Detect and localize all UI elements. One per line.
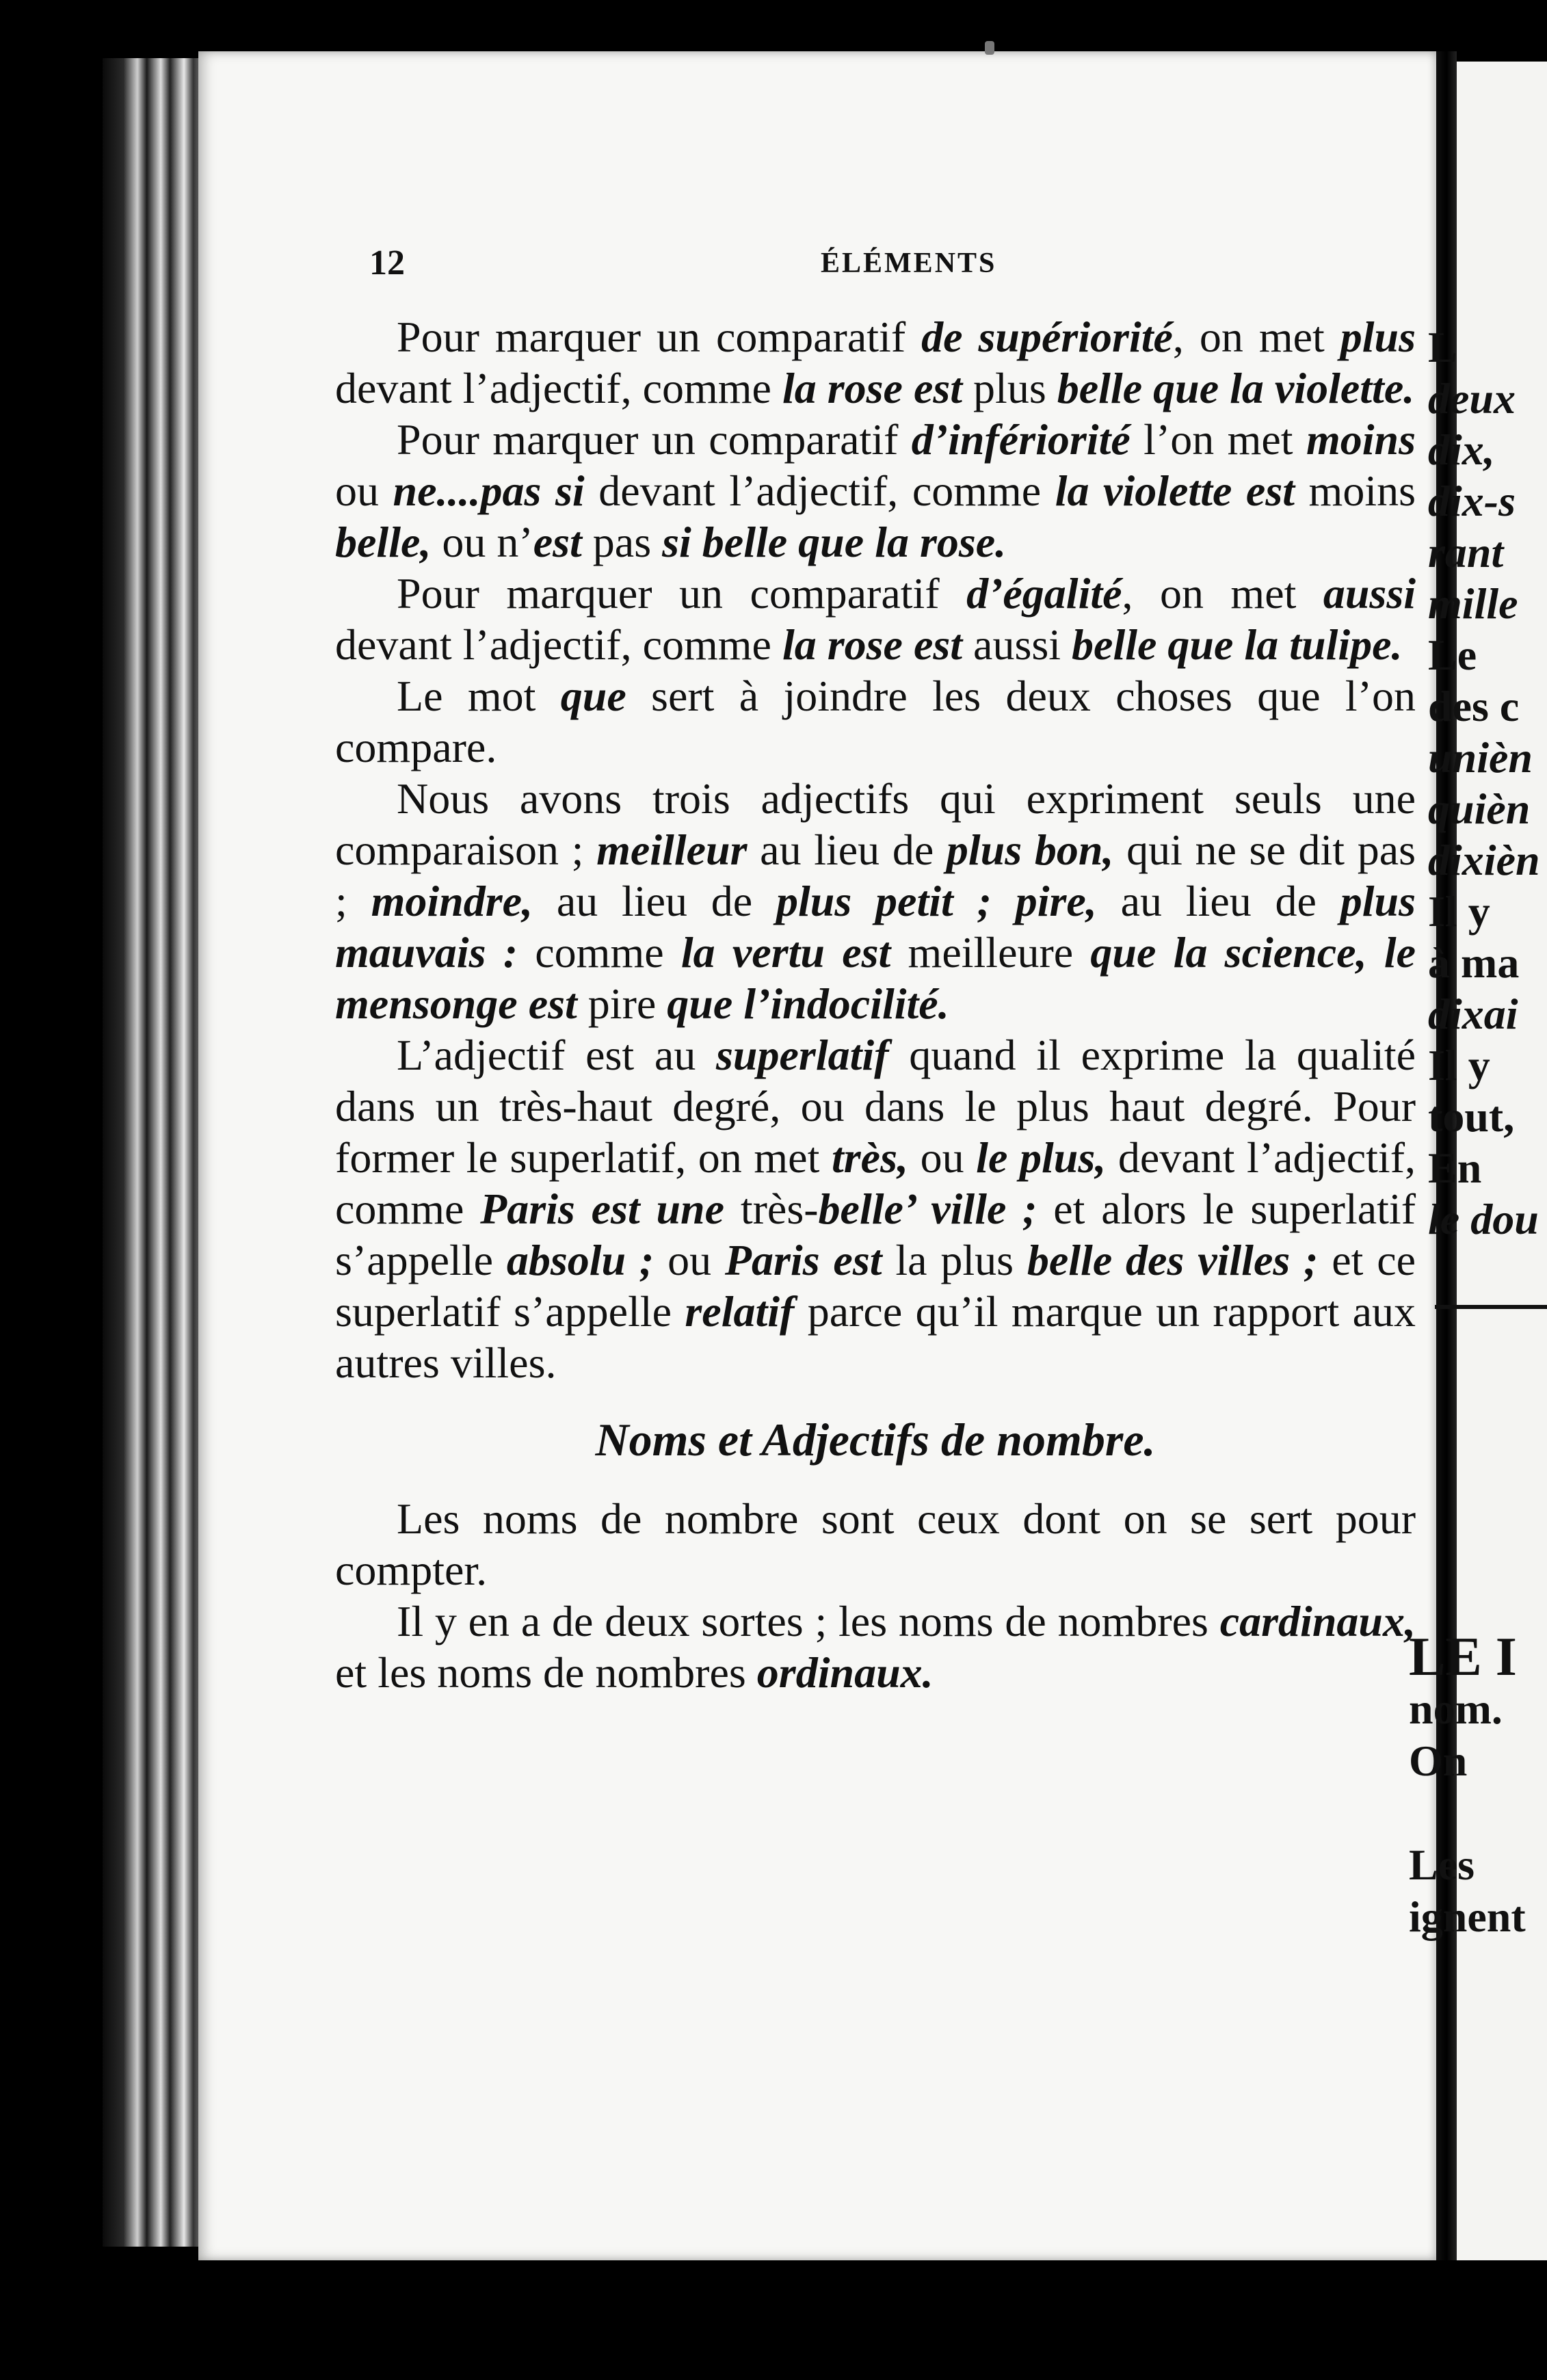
text-run: Les noms de nombre sont ceux dont on se sert pour compter.: [335, 1494, 1416, 1594]
text-run: pire: [577, 979, 667, 1028]
emphasis-text: la vertu est: [680, 928, 891, 977]
right-page-line: L: [1428, 323, 1457, 371]
right-page-line: ignent: [1409, 1892, 1526, 1941]
text-run: Il y en a de deux sortes ; les noms de nombres: [397, 1597, 1220, 1645]
emphasis-text: que l’indocilité.: [667, 979, 949, 1028]
right-page-line: le dou: [1428, 1195, 1539, 1243]
emphasis-text: belle’ ville ;: [818, 1185, 1037, 1233]
text-run: plus: [962, 364, 1057, 412]
right-page-line: des c: [1428, 682, 1520, 730]
emphasis-text: ordinaux.: [756, 1648, 934, 1697]
text-run: très-: [724, 1185, 819, 1233]
right-page-line: dix,: [1428, 425, 1495, 474]
text-run: Pour marquer un comparatif: [397, 569, 967, 618]
text-run: au lieu de: [1096, 877, 1340, 925]
text-run: l’on met: [1130, 415, 1306, 464]
emphasis-text: meilleur: [596, 825, 748, 874]
emphasis-text: moins: [1306, 415, 1416, 464]
text-run: moins: [1295, 466, 1416, 515]
emphasis-text: absolu ;: [506, 1236, 654, 1284]
emphasis-text: cardinaux,: [1219, 1597, 1416, 1645]
paragraph: [335, 568, 1416, 670]
text-run: devant l’adjectif, comme: [584, 466, 1055, 515]
emphasis-text: Noms et Adjectifs de nombre.: [595, 1414, 1156, 1466]
text-run: qui ne se dit pas ;: [335, 825, 1416, 925]
emphasis-text: la rose est: [782, 620, 963, 669]
emphasis-text: belle que la tulipe.: [1072, 620, 1403, 669]
right-page-line: Les: [1409, 1840, 1475, 1889]
emphasis-text: plus mauvais :: [335, 877, 1416, 977]
text-run: devant l’adjectif, comme: [335, 364, 782, 412]
emphasis-text: le plus,: [976, 1133, 1107, 1182]
paragraph: [335, 773, 1416, 1029]
text-run: sert à joindre les deux choses que l’on compare.: [335, 672, 1416, 771]
emphasis-text: plus petit ; pire,: [776, 877, 1097, 925]
emphasis-text: relatif: [685, 1287, 795, 1336]
right-page-rule: [1435, 1305, 1547, 1309]
right-page-line: Il y: [1428, 1041, 1490, 1089]
right-page-lower-text: [1409, 1627, 1547, 1943]
page-header: [369, 243, 1416, 284]
right-page-line: LE I: [1409, 1627, 1517, 1687]
right-page-line: Il y: [1428, 887, 1490, 936]
text-run: ou n’: [431, 518, 533, 566]
right-page-text: [1428, 321, 1547, 1245]
text-run: au lieu de: [747, 825, 947, 874]
right-page-line: rant: [1428, 528, 1504, 577]
right-page-line: mille: [1428, 579, 1518, 628]
emphasis-text: la violette est: [1055, 466, 1295, 515]
emphasis-text: d’égalité: [966, 569, 1122, 618]
emphasis-text: aussi: [1323, 569, 1416, 618]
right-page-line: Le: [1428, 631, 1477, 679]
right-page-line: On: [1409, 1736, 1468, 1785]
emphasis-text: que: [560, 672, 626, 720]
right-page-line: nom.: [1409, 1684, 1503, 1733]
text-run: devant l’adjectif, comme: [335, 1133, 1416, 1233]
text-run: et les noms de nombres: [335, 1648, 757, 1697]
page-number: 12: [369, 243, 405, 282]
text-run: et alors le superlatif s’appelle: [335, 1185, 1416, 1284]
emphasis-text: si belle que la rose.: [662, 518, 1007, 566]
text-run: Le mot: [397, 672, 561, 720]
emphasis-text: d’infériorité: [911, 415, 1130, 464]
right-page-line: dixièn: [1428, 836, 1540, 884]
emphasis-text: belle des villes ;: [1027, 1236, 1319, 1284]
emphasis-text: la rose est: [782, 364, 963, 412]
emphasis-text: ne....pas si: [393, 466, 585, 515]
right-page-line: à ma: [1428, 938, 1520, 987]
paragraph: [335, 1029, 1416, 1388]
right-page-line: [1409, 1787, 1547, 1839]
text-run: pas: [581, 518, 663, 566]
right-page-line: tout,: [1428, 1092, 1515, 1141]
text-run: Pour marquer un comparatif: [397, 313, 922, 361]
text-run: Nous avons trois adjectifs qui expriment seuls une comparaison ;: [335, 774, 1416, 874]
right-page-line: deux: [1428, 374, 1516, 423]
emphasis-text: que la science, le mensonge est: [335, 928, 1416, 1028]
emphasis-text: est: [533, 518, 582, 566]
text-run: la plus: [882, 1236, 1027, 1284]
right-page-line: unièn: [1428, 733, 1533, 782]
text-run: Pour marquer un comparatif: [397, 415, 912, 464]
text-run: devant l’adjectif, comme: [335, 620, 782, 669]
text-run: ou: [908, 1133, 977, 1182]
emphasis-text: plus: [1340, 313, 1416, 361]
text-run: quand il exprime la qualité dans un très-haut degré, ou dans le plus haut degré. Pour former le superlatif, on met: [335, 1031, 1416, 1182]
emphasis-text: belle que la violette.: [1057, 364, 1415, 412]
page-speck: [985, 41, 994, 55]
emphasis-text: plus bon,: [946, 825, 1114, 874]
running-title: ÉLÉMENTS: [821, 248, 997, 279]
text-run: , on met: [1172, 313, 1340, 361]
text-run: ou: [335, 466, 393, 515]
emphasis-text: moindre,: [371, 877, 533, 925]
paragraph: [335, 1493, 1416, 1596]
text-run: , on met: [1122, 569, 1323, 618]
emphasis-text: de supériorité: [921, 313, 1173, 361]
paragraph: [335, 1596, 1416, 1698]
emphasis-text: Paris est une: [480, 1185, 725, 1233]
emphasis-text: superlatif: [716, 1031, 889, 1079]
right-page-line: quièn: [1428, 784, 1531, 833]
text-run: parce qu’il marque un rapport aux autres villes.: [335, 1287, 1416, 1387]
text-run: au lieu de: [533, 877, 776, 925]
paragraph: [335, 670, 1416, 773]
body-text: [335, 311, 1416, 1698]
text-run: comme: [518, 928, 681, 977]
text-run: meilleure: [890, 928, 1091, 977]
emphasis-text: Paris est: [724, 1236, 882, 1284]
right-page-line: dixai: [1428, 990, 1518, 1038]
right-page-line: En: [1428, 1143, 1482, 1192]
paragraph: [335, 414, 1416, 568]
emphasis-text: belle,: [335, 518, 432, 566]
paragraph: [335, 311, 1416, 414]
emphasis-text: très,: [831, 1133, 908, 1182]
section-heading: [335, 1414, 1416, 1466]
text-run: L’adjectif est au: [397, 1031, 717, 1079]
text-run: ou: [654, 1236, 725, 1284]
text-run: et ce superlatif s’appelle: [335, 1236, 1416, 1336]
right-page-line: dix-s: [1428, 477, 1516, 525]
text-run: aussi: [962, 620, 1072, 669]
